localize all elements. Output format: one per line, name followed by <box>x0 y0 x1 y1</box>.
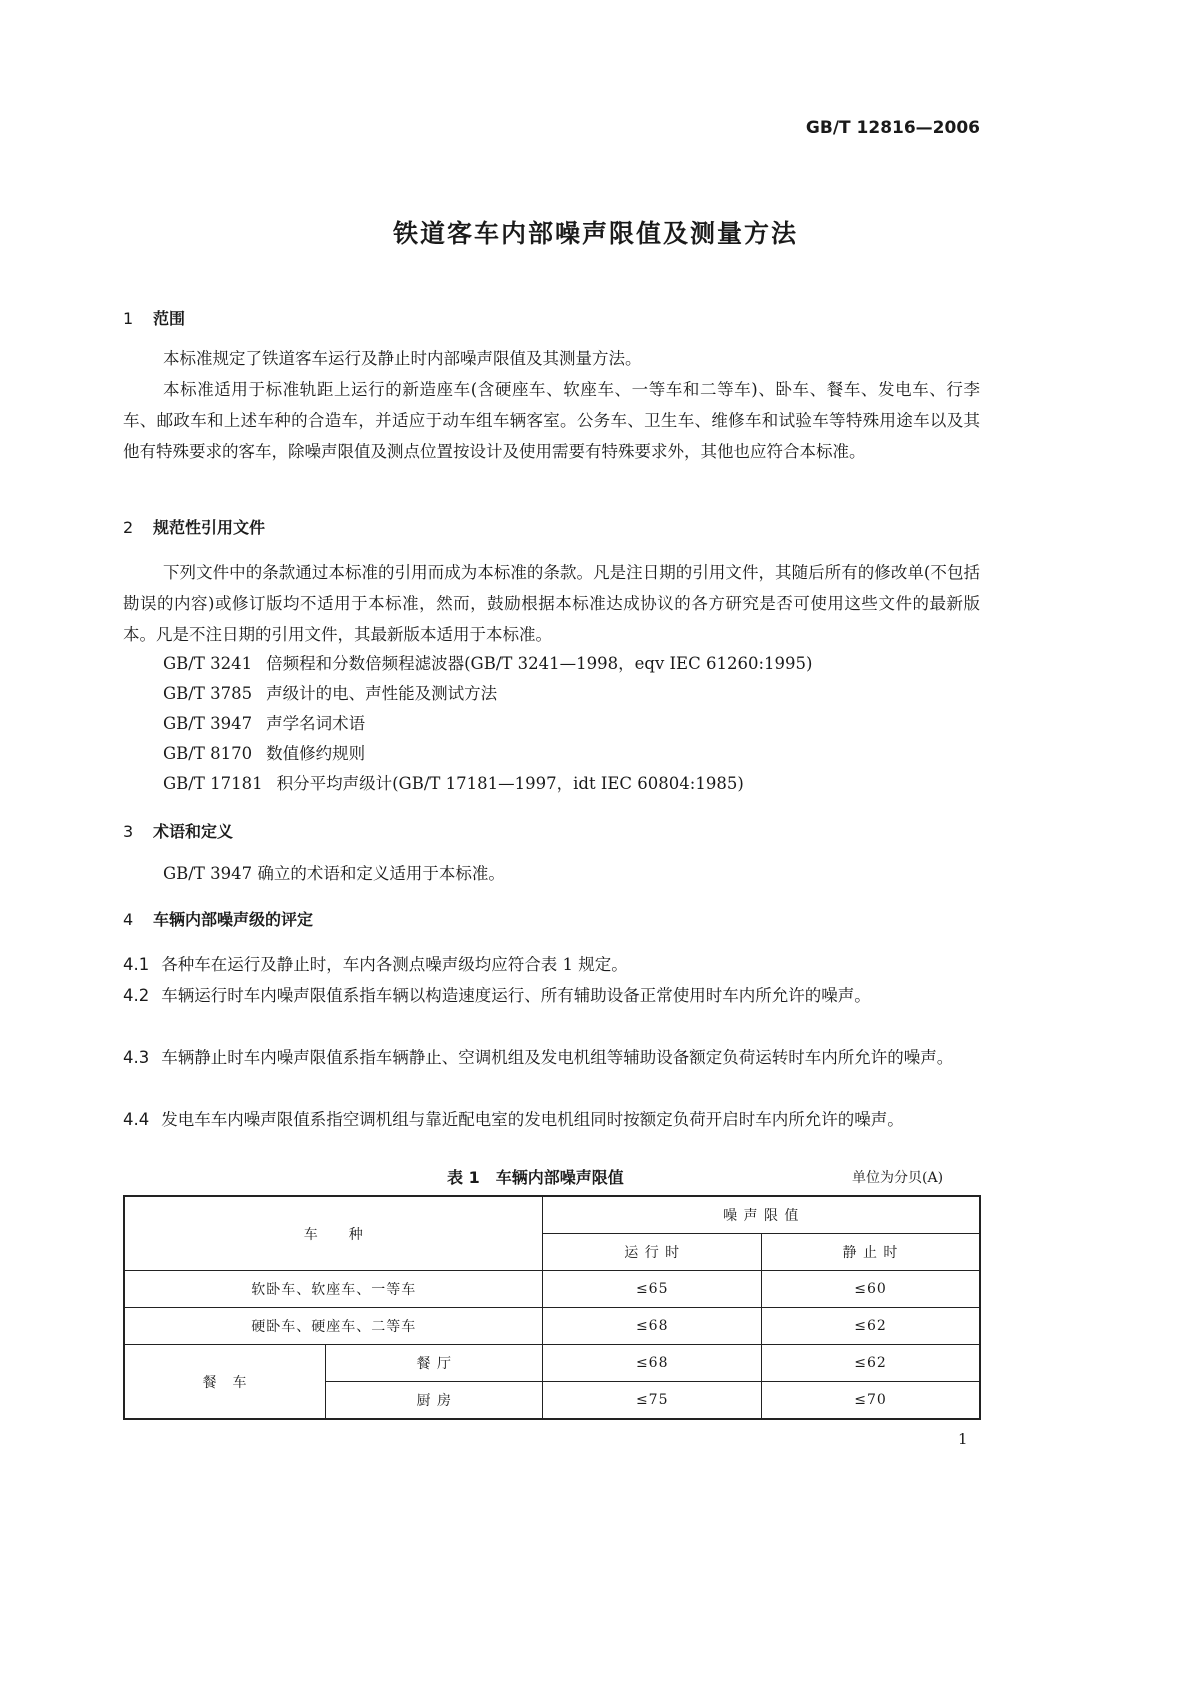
table-cell: ≤60 <box>761 1271 980 1308</box>
section-4-heading: 4 车辆内部噪声级的评定 <box>123 910 314 929</box>
section-1-heading: 1 范围 <box>123 309 186 328</box>
page-title: 铁道客车内部噪声限值及测量方法 <box>392 219 798 248</box>
reference-item: GB/T 3947 声学名词术语 <box>163 714 366 733</box>
table-row <box>124 1345 980 1382</box>
table-caption: 表 1 车辆内部噪声限值 <box>447 1168 624 1187</box>
table-cell: ≤75 <box>543 1382 762 1420</box>
table-row <box>124 1271 980 1308</box>
table-cell: 硬卧车、硬座车、二等车 <box>124 1308 543 1345</box>
section-2-intro: 下列文件中的条款通过本标准的引用而成为本标准的条款。凡是注日期的引用文件，其随后所有的修改单(不包括勘误的内容)或修订版均不适用于本标准，然而，鼓励根据本标准达成协议的各方研究是否可使用这些文件的最新版本。凡是不注日期的引用文件，其最新版本适用于本标准。 <box>123 563 980 644</box>
table-cell: ≤65 <box>543 1271 762 1308</box>
clause-4-2: 4.2 车辆运行时车内噪声限值系指车辆以构造速度运行、所有辅助设备正常使用时车内所允许的噪声。 <box>123 986 871 1005</box>
reference-item: GB/T 3241 倍频程和分数倍频程滤波器(GB/T 3241—1998，eqv IEC 61260:1995) <box>163 654 813 673</box>
clause-4-3: 4.3 车辆静止时车内噪声限值系指车辆静止、空调机组及发电机组等辅助设备额定负荷运转时车内所允许的噪声。 <box>123 1048 954 1067</box>
section-3-text: GB/T 3947 确立的术语和定义适用于本标准。 <box>163 864 505 883</box>
noise-limit-table <box>123 1195 981 1420</box>
clause-4-4: 4.4 发电车车内噪声限值系指空调机组与靠近配电室的发电机组同时按额定负荷开启时车内所允许的噪声。 <box>123 1110 904 1129</box>
table-unit: 单位为分贝(A) <box>852 1170 944 1186</box>
header-running: 运 行 时 <box>543 1234 762 1271</box>
reference-list <box>163 649 812 799</box>
table-row <box>124 1308 980 1345</box>
standard-number: GB/T 12816—2006 <box>805 118 980 138</box>
table-cell: 厨 房 <box>326 1382 543 1420</box>
table-cell: 软卧车、软座车、一等车 <box>124 1271 543 1308</box>
header-noise-limit: 噪 声 限 值 <box>543 1196 980 1234</box>
page-number: 1 <box>958 1430 968 1448</box>
dining-car-cell: 餐 车 <box>124 1345 326 1420</box>
reference-item: GB/T 3785 声级计的电、声性能及测试方法 <box>163 684 498 703</box>
header-vehicle-type: 车 种 <box>124 1196 543 1271</box>
table-cell: ≤70 <box>761 1382 980 1420</box>
table-cell: ≤68 <box>543 1308 762 1345</box>
section-1-para-2: 本标准适用于标准轨距上运行的新造座车(含硬座车、软座车、一等车和二等车)、卧车、餐车、发电车、行李车、邮政车和上述车种的合造车，并适应于动车组车辆客室。公务车、卫生车、维修车和试验车等特殊用途车以及其他有特殊要求的客车，除噪声限值及测点位置按设计及使用需要有特殊要求外，其他也应符合本标准。 <box>123 380 980 461</box>
table-cell: ≤62 <box>761 1345 980 1382</box>
clause-4-1: 4.1 各种车在运行及静止时，车内各测点噪声级均应符合表 1 规定。 <box>123 955 628 974</box>
table-cell: ≤62 <box>761 1308 980 1345</box>
section-1-para-1: 本标准规定了铁道客车运行及静止时内部噪声限值及其测量方法。 <box>163 349 642 368</box>
table-cell: ≤68 <box>543 1345 762 1382</box>
reference-item: GB/T 17181 积分平均声级计(GB/T 17181—1997，idt IEC 60804:1985) <box>163 774 744 793</box>
header-static: 静 止 时 <box>761 1234 980 1271</box>
section-2-heading: 2 规范性引用文件 <box>123 518 266 537</box>
table-cell: 餐 厅 <box>326 1345 543 1382</box>
reference-item: GB/T 8170 数值修约规则 <box>163 744 366 763</box>
section-3-heading: 3 术语和定义 <box>123 822 234 841</box>
